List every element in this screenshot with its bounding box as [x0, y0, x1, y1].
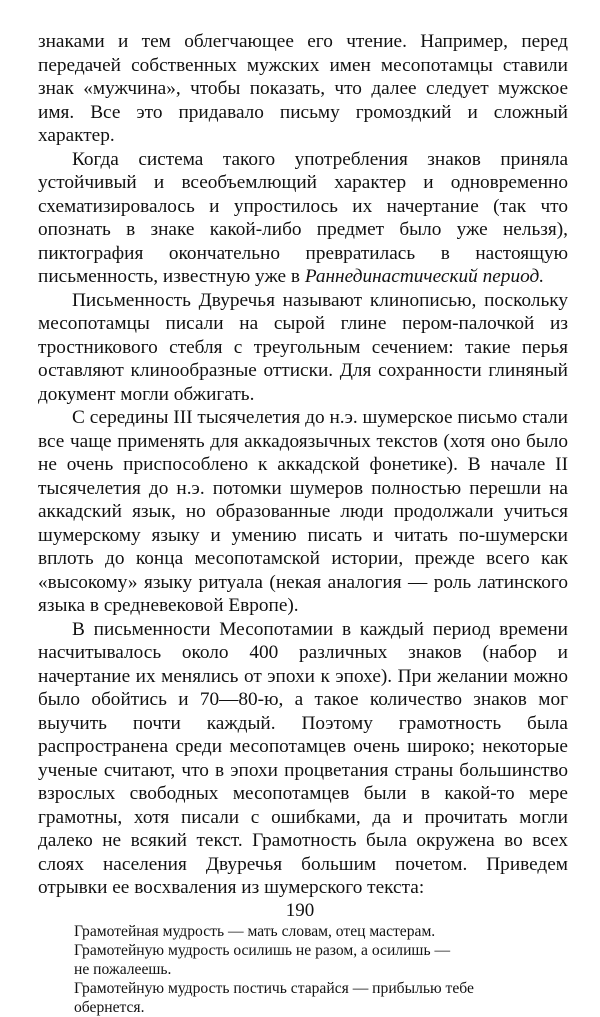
quote-line-3: не пожалеешь. [74, 960, 172, 978]
paragraph-2-italic-term: Раннединастический период. [304, 266, 545, 287]
quotation-block [74, 922, 522, 1017]
quote-line-2: Грамотейную мудрость осилишь не разом, а осилишь — [74, 941, 451, 959]
quote-line-5: обернется. [74, 998, 145, 1016]
paragraph-2 [38, 148, 568, 289]
paragraph-1: знаками и тем облегчающее его чтение. Например, перед передачей собственных мужских имен месопотамцы ставили знак «мужчина», чтобы показать, что далее следует мужское имя. Все это придавало письму громоздкий и сложный характер. [38, 31, 568, 146]
quote-line-4: Грамотейную мудрость постичь старайся — прибылью тебе [74, 979, 474, 997]
paragraph-2-text: Когда система такого употребления знаков приняла устойчивый и всеобъемлющий характер и одновременно схематизировалось и упростилось их начертание (так что опознать в знаке какой-либо предмет было уже нельзя), пиктография окончательно превратилась в настоящую письменность, известную уже в [38, 148, 568, 287]
page-body [38, 30, 568, 1017]
paragraph-3: Письменность Двуречья называют клинописью, поскольку месопотамцы писали на сырой глине пером-палочкой из тростникового стебля с треугольным сечением: такие перья оставляют клинообразные оттиски. Для сохранности глиняный документ могли обжигать. [38, 289, 568, 405]
paragraph-5: В письменности Месопотамии в каждый период времени насчитывалось около 400 различных знаков (набор и начертание их менялись от эпохи к эпохе). При желании можно было обойтись и 70—80-ю, а такое количество знаков мог выучить почти каждый. Поэтому грамотность была распространена среди месопотамцев очень широко; некоторые ученые считают, что в эпохи процветания страны большинство взрослых свободных месопотамцев были в какой-то мере грамотны, хотя писали с ошибками, да и прочитать могли далеко не всякий текст. Грамотность была окружена во всех слоях населения Двуречья большим почетом. Приведем отрывки ее восхваления из шумерского текста: [38, 618, 568, 898]
page-number: 190 [285, 900, 315, 921]
paragraph-4: С середины III тысячелетия до н.э. шумерское письмо стали все чаще применять для аккадоязычных текстов (хотя оно было не очень приспособлено к аккадской фонетике). В начале II тысячелетия до н.э. потомки шумеров полностью перешли на аккадский язык, но образованные люди продолжали учиться шумерскому языку и умению писать и читать по-шумерски вплоть до конца месопотамской истории, прежде всего как «высокому» языку ритуала (некая аналогия — роль латинского языка в средневековой Европе). [38, 407, 568, 616]
quote-line-1: Грамотейная мудрость — мать словам, отец мастерам. [74, 922, 436, 940]
